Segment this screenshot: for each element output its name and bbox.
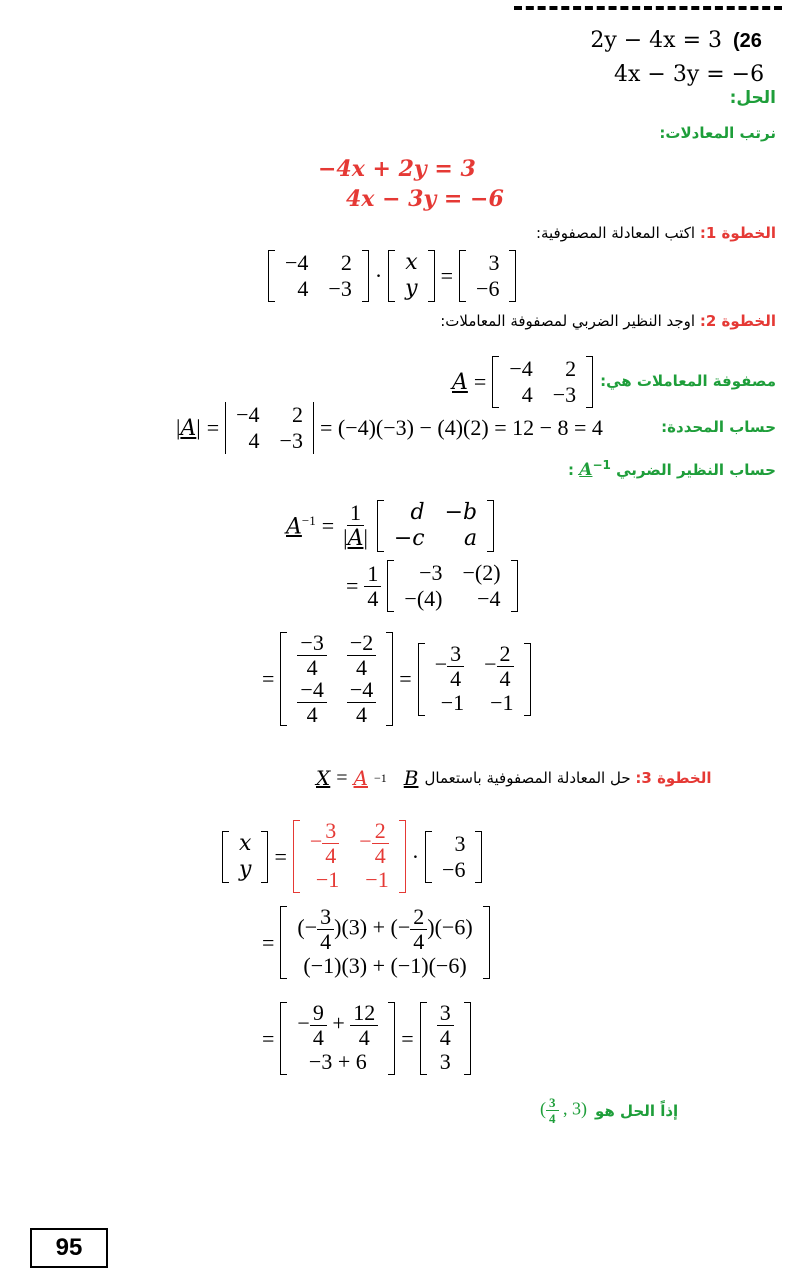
step2-label: الخطوة 2: <box>699 312 776 330</box>
var-vector: x y <box>388 250 434 302</box>
step2-text: اوجد النظير الضربي لمصفوفة المعاملات: <box>440 312 696 330</box>
step1-matrix-equation: −4 2 4 −3 · x y = 3 −6 <box>268 250 516 302</box>
step3-label: الخطوة 3: <box>635 769 712 787</box>
inverse-simplified: − $\frac{3}{4}$ − $\frac{2}{4}$ −1 −1 <box>418 643 531 716</box>
coef-matrix: −4 2 4 −3 <box>268 250 369 302</box>
top-divider <box>514 6 782 10</box>
solution-vector: $\frac{3}{4}$ 3 <box>420 1002 471 1075</box>
problem-number: (26 <box>733 30 762 52</box>
coef-matrix-def: A = −4 2 4 −3 <box>452 356 593 408</box>
final-result: = − $\frac{9}{4}$ + $\frac{12}{4}$ −3 + 6 = $\frac{3}{4}$ 3 <box>262 1002 471 1075</box>
step1-label: الخطوة 1: <box>699 224 776 242</box>
problem-equation-2: 4x − 3y = −6 <box>614 62 765 87</box>
step3-heading: X = A −1 B الخطوة 3: حل المعادلة المصفوفية باستعمال <box>316 766 712 790</box>
inverse-formula: $A^{-1}$ = $\frac{1}{|A|}$ d −b −c a <box>286 500 494 552</box>
arrange-heading: نرتب المعادلات: <box>659 124 776 142</box>
step3-text: حل المعادلة المصفوفية باستعمال <box>424 769 631 787</box>
inverse-substituted: = $\frac{1}{4}$ −3 −(2) −(4) −4 <box>346 560 518 612</box>
coef-label: مصفوفة المعاملات هي: <box>600 372 776 390</box>
step2-heading <box>440 312 776 330</box>
determinant-equation: |A| = −4 2 4 −3 = (−4)(−3) − (4)(2) = 12 − 8 = 4 <box>176 402 603 453</box>
step1-text: اكتب المعادلة المصفوفية: <box>535 224 696 242</box>
inverse-heading: حساب النظير الضربي $A^{-1}$ : <box>568 458 776 480</box>
conclusion: ( $\frac{3}{4}$ , 3) إذاً الحل هو <box>540 1095 679 1126</box>
expanded-product: = (− $\frac{3}{4}$ )(3) + (− $\frac{2}{4}$ )(−6) (−1)(3) + (−1)(−6) <box>262 906 490 979</box>
arranged-equation-2: 4x − 3y = −6 <box>346 186 504 212</box>
step1-heading <box>536 224 776 242</box>
arranged-equation-1: −4x + 2y = 3 <box>318 156 476 182</box>
problem-equation-1: 2y − 4x = 3 <box>590 28 722 53</box>
conclusion-label: إذاً الحل هو <box>595 1101 679 1120</box>
rhs-vector: 3 −6 <box>459 250 516 302</box>
det-label: حساب المحددة: <box>661 418 776 436</box>
solution-heading: الحل: <box>729 88 776 108</box>
page-number: 95 <box>30 1228 108 1268</box>
inverse-red-matrix: − $\frac{3}{4}$ − $\frac{2}{4}$ −1 −1 <box>293 820 406 893</box>
solve-product: x y = − $\frac{3}{4}$ − $\frac{2}{4}$ −1 −1 · 3 −6 <box>222 820 482 893</box>
inverse-fraction-matrix: = $\frac{-3}{4}$ $\frac{-2}{4}$ $\frac{-4}{4}$ $\frac{-4}{4}$ = − $\frac{3}{4}$ − $\frac{2}{4}$ −1 −1 <box>262 632 531 726</box>
